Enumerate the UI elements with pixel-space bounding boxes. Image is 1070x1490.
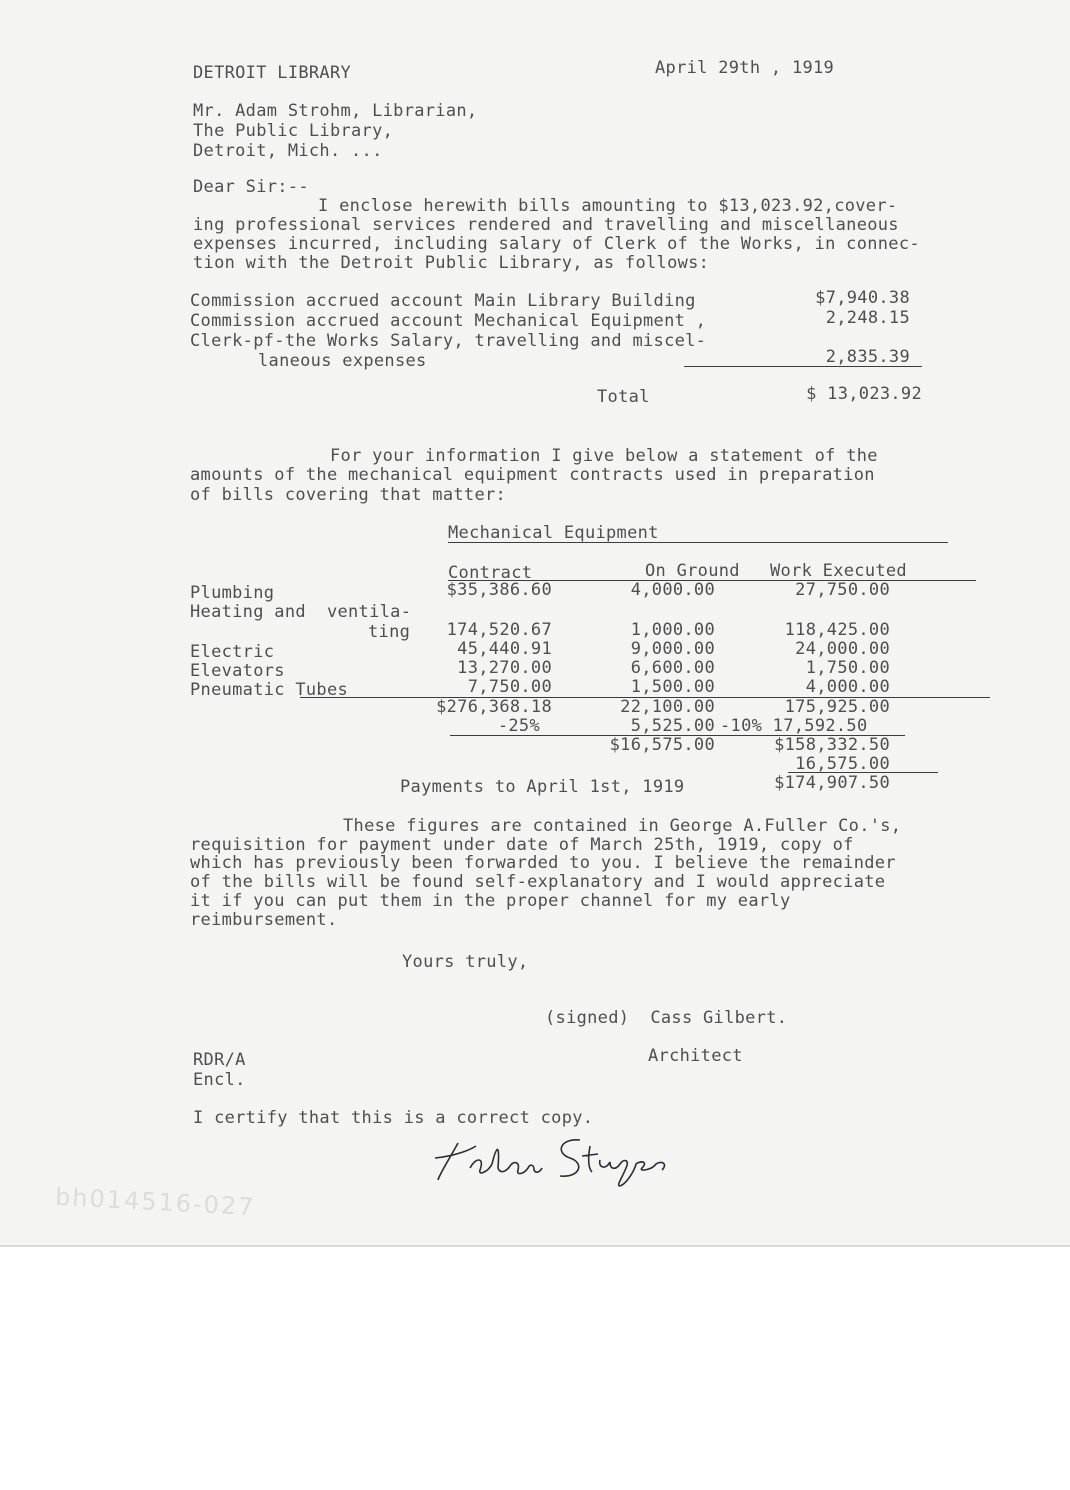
signed-line: (signed) Cass Gilbert. [545,1008,788,1028]
row-label: Plumbing [190,583,275,603]
contract-sum: $276,368.18 [436,697,552,717]
bill-amount: 2,835.39 [825,347,910,367]
intro-line: I enclose herewith bills amounting to $13,023.92,cover- [318,196,898,216]
contract-percent: -25% [497,716,540,736]
bill-label: laneous expenses [258,351,427,371]
typist-initials: RDR/A [193,1050,246,1070]
handwritten-signature [430,1128,680,1188]
bill-amount: 2,248.15 [825,308,910,328]
recipient-line: The Public Library, [193,121,394,141]
info-line: For your information I give below a statement of the [330,446,878,466]
row-label: Elevators [190,661,285,681]
closing-line: of the bills will be found self-explanatory and I would appreciate [190,872,886,892]
info-line: amounts of the mechanical equipment contracts used in preparation [190,465,875,485]
row-label: Pneumatic Tubes [190,680,349,700]
column-header: Work Executed [770,561,907,581]
contract-value: 174,520.67 [446,620,552,640]
on-ground-value: 1,500.00 [630,677,715,697]
work-addition: 16,575.00 [795,754,890,774]
closing-line: which has previously been forwarded to you. I believe the remainder [190,853,896,873]
bill-label: Commission accrued account Main Library Building [190,291,696,311]
contract-value: 13,270.00 [457,658,552,678]
work-value: 1,750.00 [805,658,890,678]
on-ground-sum: 22,100.00 [620,697,715,717]
bill-amount: $7,940.38 [815,288,910,308]
column-header: Contract [448,563,533,583]
recipient-line: Mr. Adam Strohm, Librarian, [193,101,478,121]
row-label: Electric [190,642,275,662]
payments-total: $174,907.50 [774,773,890,793]
work-value: 4,000.00 [805,677,890,697]
archive-stamp: bh014516-027 [54,1182,257,1222]
contract-value: $35,386.60 [446,580,552,600]
closing-line: These figures are contained in George A.Fuller Co.'s, [343,816,902,836]
equipment-heading: Mechanical Equipment [448,523,659,543]
row-label: Heating and ventila- [190,602,412,622]
payments-label: Payments to April 1st, 1919 [400,777,685,797]
letter-date: April 29th , 1919 [655,58,835,78]
closing-line: reimbursement. [190,910,338,930]
intro-line: ing professional services rendered and travelling and miscellaneous [193,215,899,235]
intro-line: tion with the Detroit Public Library, as follows: [193,253,710,273]
on-ground-net: $16,575.00 [609,735,715,755]
bill-label: Clerk-pf-the Works Salary, travelling and miscel- [190,331,707,351]
bill-label: Commission accrued account Mechanical Equipment , [190,311,707,331]
on-ground-percent: 5,525.00 [630,716,715,736]
bills-underline [684,366,922,367]
work-value: 118,425.00 [784,620,890,640]
letterhead: DETROIT LIBRARY [193,63,352,83]
contract-value: 7,750.00 [467,677,552,697]
work-value: 27,750.00 [795,580,890,600]
contract-value: 45,440.91 [457,639,552,659]
total-amount: $ 13,023.92 [806,384,922,404]
closing-line: it if you can put them in the proper channel for my early [190,891,791,911]
on-ground-value: 4,000.00 [630,580,715,600]
work-value: 24,000.00 [795,639,890,659]
recipient-line: Detroit, Mich. ... [193,141,383,161]
salutation: Dear Sir:-- [193,177,309,197]
info-line: of bills covering that matter: [190,485,507,505]
closing-line: requisition for payment under date of March 25th, 1919, copy of [190,835,854,855]
certification-line: I certify that this is a correct copy. [193,1108,594,1128]
on-ground-value: 6,600.00 [630,658,715,678]
enclosure-note: Encl. [193,1070,246,1090]
intro-line: expenses incurred, including salary of Clerk of the Works, in connec- [193,234,920,254]
sheet-edge [0,1245,1070,1247]
heading-underline [448,542,948,543]
complimentary-close: Yours truly, [402,952,529,972]
work-sum: 175,925.00 [784,697,890,717]
work-net: $158,332.50 [774,735,890,755]
total-label: Total [597,387,650,407]
on-ground-value: 1,000.00 [630,620,715,640]
column-header: On Ground [645,561,740,581]
signer-title: Architect [648,1046,743,1066]
row-label: ting [368,622,411,642]
on-ground-value: 9,000.00 [630,639,715,659]
work-percent: -10% 17,592.50 [720,716,868,736]
